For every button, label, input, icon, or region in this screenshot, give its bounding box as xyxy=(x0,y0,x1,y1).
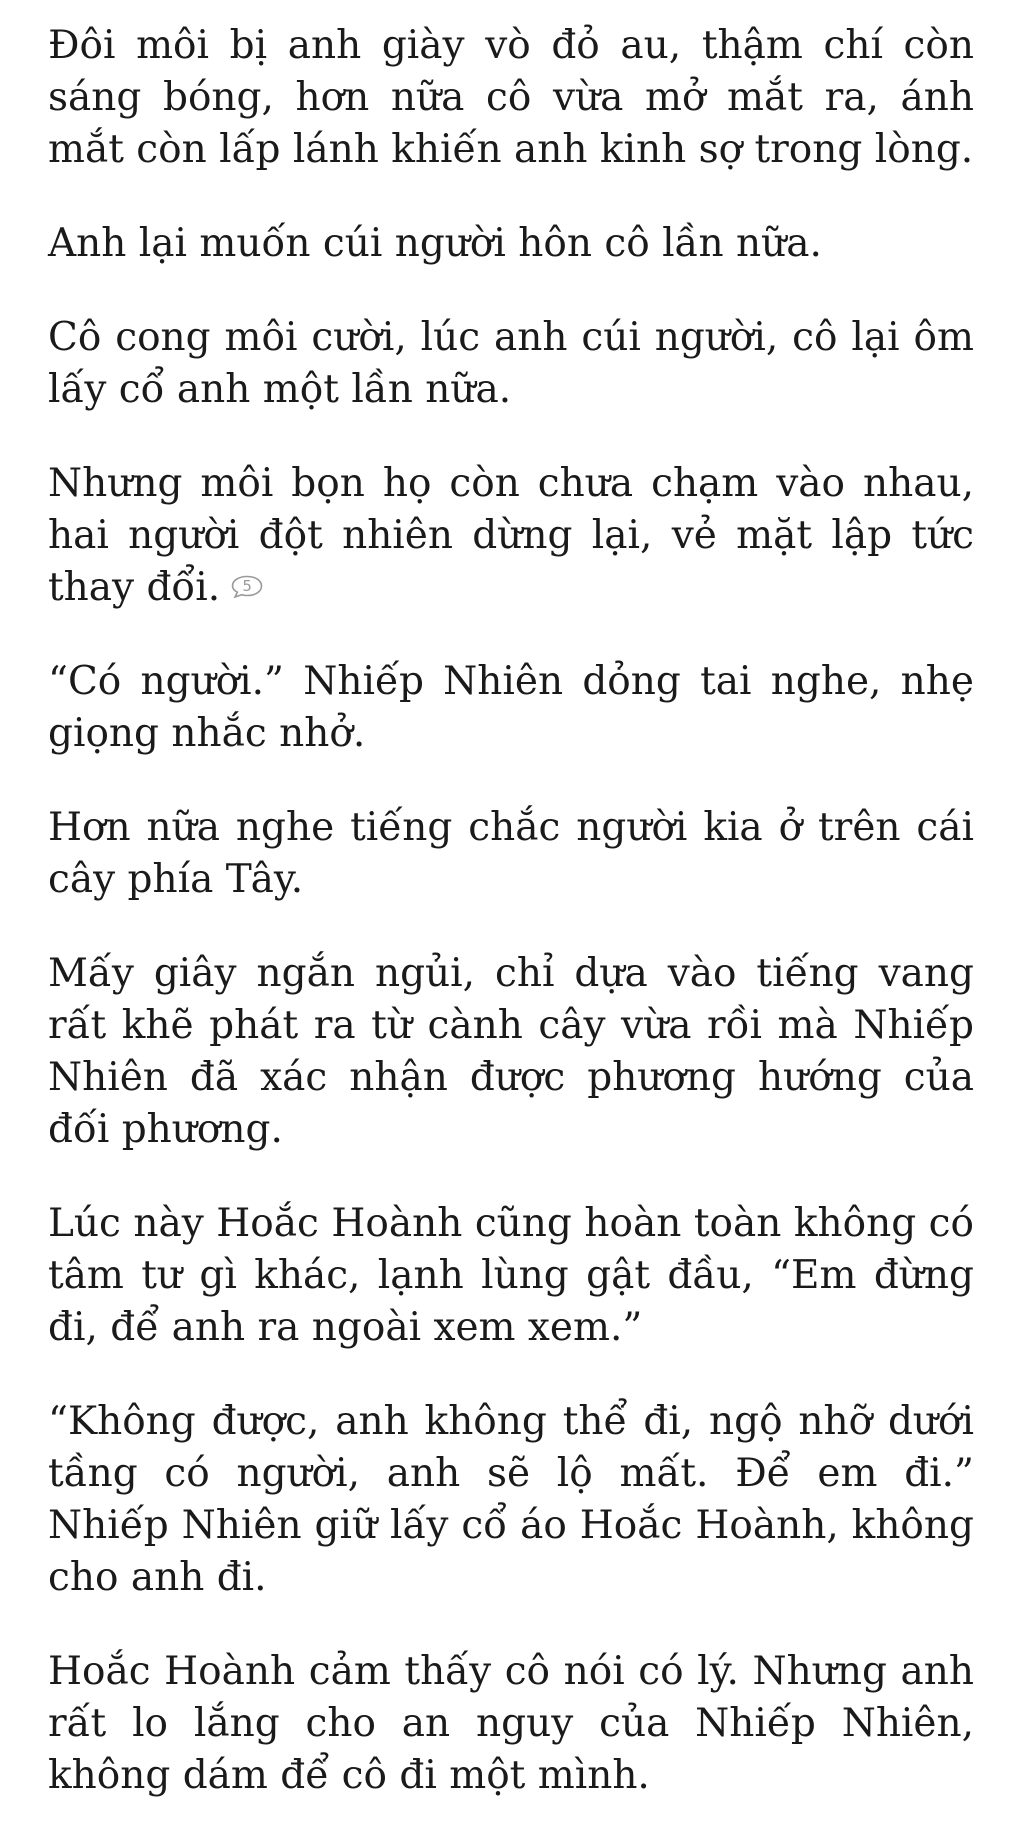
paragraph-4-text: Nhưng môi bọn họ còn chưa chạm vào nhau, hai người đột nhiên dừng lại, vẻ mặt lập tức thay đổi. xyxy=(48,461,974,610)
paragraph-4 xyxy=(48,458,974,614)
paragraph-5: “Có người.” Nhiếp Nhiên dỏng tai nghe, nhẹ giọng nhắc nhở. xyxy=(48,659,974,756)
reader-content xyxy=(48,20,974,1844)
comment-badge[interactable] xyxy=(230,574,264,598)
paragraph-10: Hoắc Hoành cảm thấy cô nói có lý. Nhưng anh rất lo lắng cho an nguy của Nhiếp Nhiên, không dám để cô đi một mình. xyxy=(48,1649,974,1798)
paragraph-7: Mấy giây ngắn ngủi, chỉ dựa vào tiếng vang rất khẽ phát ra từ cành cây vừa rồi mà Nhiếp Nhiên đã xác nhận được phương hướng của đối phương. xyxy=(48,951,974,1152)
paragraph-2: Anh lại muốn cúi người hôn cô lần nữa. xyxy=(48,221,822,266)
paragraph-3: Cô cong môi cười, lúc anh cúi người, cô lại ôm lấy cổ anh một lần nữa. xyxy=(48,315,974,412)
paragraph-9: “Không được, anh không thể đi, ngộ nhỡ dưới tầng có người, anh sẽ lộ mất. Để em đi.” Nhiếp Nhiên giữ lấy cổ áo Hoắc Hoành, không cho anh đi. xyxy=(48,1399,974,1600)
comment-count: 5 xyxy=(242,577,252,595)
paragraph-8: Lúc này Hoắc Hoành cũng hoàn toàn không có tâm tư gì khác, lạnh lùng gật đầu, “Em đừng đi, để anh ra ngoài xem xem.” xyxy=(48,1201,974,1350)
paragraph-1: Đôi môi bị anh giày vò đỏ au, thậm chí còn sáng bóng, hơn nữa cô vừa mở mắt ra, ánh mắt còn lấp lánh khiến anh kinh sợ trong lòng. xyxy=(48,23,974,172)
paragraph-6: Hơn nữa nghe tiếng chắc người kia ở trên cái cây phía Tây. xyxy=(48,805,974,902)
